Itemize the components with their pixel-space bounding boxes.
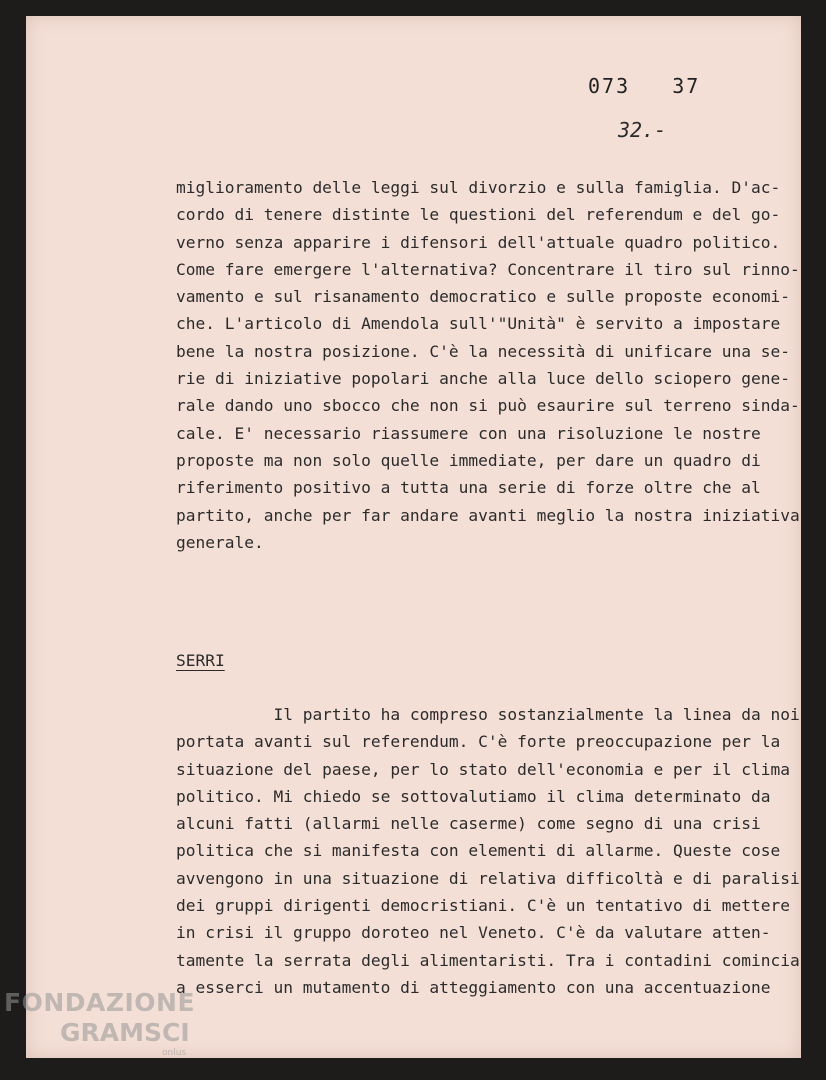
document-page <box>26 16 801 1058</box>
text-line: in crisi il gruppo doroteo nel Veneto. C'è da valutare atten- <box>176 923 771 943</box>
archive-reference-numbers: 073 37 <box>588 74 701 98</box>
watermark-line-2: GRAMSCI <box>60 1018 190 1047</box>
text-line: tamente la serrata degli alimentaristi. Tra i contadini comincia <box>176 950 800 970</box>
text-line: riferimento positivo a tutta una serie di forze oltre che al <box>176 478 761 498</box>
speaker-name: SERRI <box>176 651 225 670</box>
text-line: generale. <box>176 532 264 552</box>
text-line: alcuni fatti (allarmi nelle caserme) come segno di una crisi <box>176 814 761 834</box>
text-line: cale. E' necessario riassumere con una risoluzione le nostre <box>176 423 761 443</box>
text-line: proposte ma non solo quelle immediate, per dare un quadro di <box>176 450 761 470</box>
text-line: partito, anche per far andare avanti meglio la nostra iniziativa <box>176 505 800 525</box>
watermark-line-3: onlus <box>162 1048 187 1058</box>
text-line: rale dando uno sbocco che non si può esaurire sul terreno sinda- <box>176 396 800 416</box>
text-line: Il partito ha compreso sostanzialmente la linea da noi <box>176 705 800 724</box>
watermark-line-1: FONDAZIONE <box>4 988 196 1017</box>
text-line: rie di iniziative popolari anche alla luce dello sciopero gene- <box>176 369 790 389</box>
text-line: vamento e sul risanamento democratico e sulle proposte economi- <box>176 287 790 307</box>
text-line: portata avanti sul referendum. C'è forte preoccupazione per la <box>176 732 781 752</box>
text-line: bene la nostra posizione. C'è la necessità di unificare una se- <box>176 341 790 361</box>
text-line: che. L'articolo di Amendola sull'"Unità" è servito a impostare <box>176 314 781 334</box>
fondazione-gramsci-watermark <box>4 988 195 1058</box>
text-line: verno senza apparire i difensori dell'attuale quadro politico. <box>176 232 781 252</box>
page-number: 32.- <box>618 118 667 142</box>
text-line: situazione del paese, per lo stato dell'economia e per il clima <box>176 759 790 779</box>
text-line: cordo di tenere distinte le questioni del referendum e del go- <box>176 205 781 225</box>
text-line: a esserci un mutamento di atteggiamento con una accentuazione <box>176 977 771 997</box>
text-line: avvengono in una situazione di relativa difficoltà e di paralisi <box>176 868 800 888</box>
text-line: Come fare emergere l'alternativa? Concentrare il tiro sul rinno- <box>176 259 800 279</box>
text-line: politico. Mi chiedo se sottovalutiamo il clima determinato da <box>176 786 771 806</box>
text-line: politica che si manifesta con elementi di allarme. Queste cose <box>176 841 781 861</box>
paragraph-2 <box>176 701 816 1001</box>
text-line: dei gruppi dirigenti democristiani. C'è un tentativo di mettere <box>176 896 790 916</box>
paragraph-1 <box>176 174 816 556</box>
text-line: miglioramento delle leggi sul divorzio e sulla famiglia. D'ac- <box>176 178 781 197</box>
